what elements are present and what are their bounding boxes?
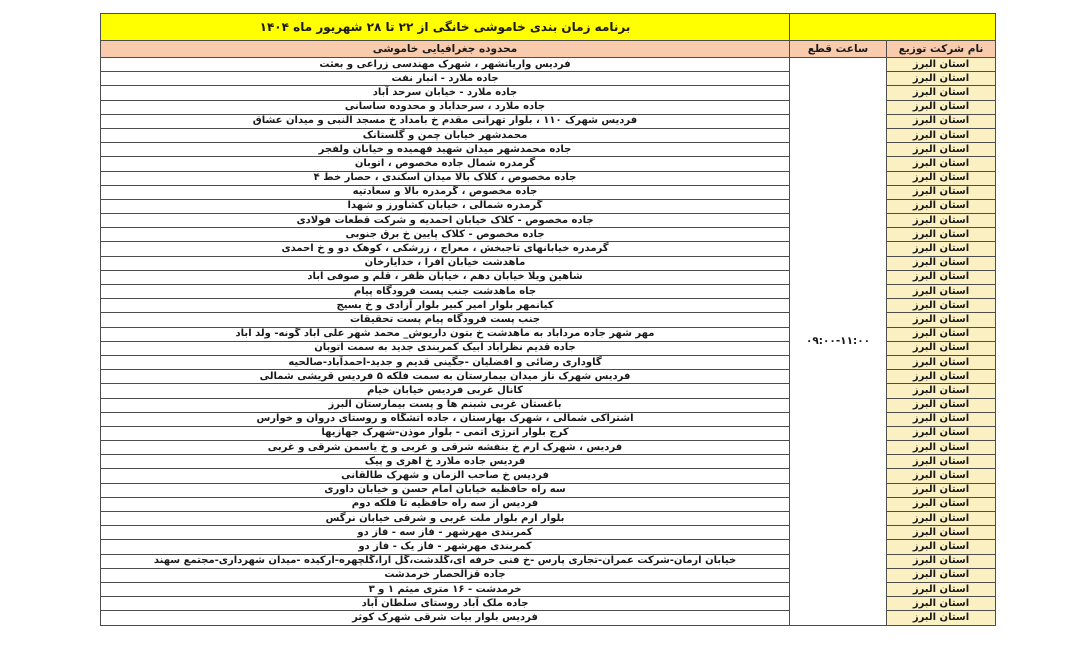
area-cell: جاده ملارد ، سرحدآباد و محدوده ساسانی xyxy=(101,101,789,114)
company-cell: استان البرز xyxy=(887,597,995,610)
company-cell: استان البرز xyxy=(887,370,995,383)
area-cell: جاده قزالحصار خرمدشت xyxy=(101,569,789,582)
power-outage-schedule-table xyxy=(100,13,996,626)
area-cell: جاده مخصوص ، گرمدره بالا و سعادتیه xyxy=(101,186,789,199)
company-cell: استان البرز xyxy=(887,172,995,185)
area-cell: جاده ملارد - انبار نفت xyxy=(101,72,789,85)
company-cell: استان البرز xyxy=(887,143,995,156)
company-cell: استان البرز xyxy=(887,526,995,539)
company-cell: استان البرز xyxy=(887,569,995,582)
area-cell: جاده ملک آباد روستای سلطان آباد xyxy=(101,597,789,610)
company-cell: استان البرز xyxy=(887,299,995,312)
company-cell: استان البرز xyxy=(887,356,995,369)
area-cell: محمدشهر خیابان چمن و گلستانک xyxy=(101,129,789,142)
company-cell: استان البرز xyxy=(887,58,995,71)
company-cell: استان البرز xyxy=(887,72,995,85)
company-cell: استان البرز xyxy=(887,328,995,341)
company-cell: استان البرز xyxy=(887,257,995,270)
area-cell: فردیس بلوار بیات شرقی شهرک کوثر xyxy=(101,611,789,624)
area-cell: بلوار ارم بلوار ملت غربی و شرقی خیابان نرگس xyxy=(101,512,789,525)
area-cell: کمربندی مهرشهر - فاز یک - فاز دو xyxy=(101,540,789,553)
area-cell: ماهدشت خیابان افرا ، خدایارخان xyxy=(101,257,789,270)
area-cell: کرج بلوار انرژی اتمی - بلوار موذن-شهرک جهازیها xyxy=(101,427,789,440)
company-cell: استان البرز xyxy=(887,86,995,99)
company-cell: استان البرز xyxy=(887,271,995,284)
area-cell: جاه ماهدشت جنب پست فرودگاه پیام xyxy=(101,285,789,298)
area-cell: فردیس ، شهرک ارم خ بنفشه شرقی و غربی و خ یاسمن شرقی و غربی xyxy=(101,441,789,454)
area-cell: جاده مخصوص ، کلاک بالا میدان اسکندی ، حصار خط ۴ xyxy=(101,172,789,185)
company-cell: استان البرز xyxy=(887,129,995,142)
area-cell: فردیس شهرک ۱۱۰ ، بلوار تهرانی مقدم خ بامداد خ مسجد النبی و میدان عشاق xyxy=(101,115,789,128)
area-cell: جنب پست فرودگاه پیام پست تحقیقات xyxy=(101,313,789,326)
company-cell: استان البرز xyxy=(887,611,995,624)
company-cell: استان البرز xyxy=(887,469,995,482)
area-cell: فردیس از سه راه حافظیه تا فلکه دوم xyxy=(101,498,789,511)
company-cell: استان البرز xyxy=(887,228,995,241)
area-cell: شاهین ویلا خیابان دهم ، خیابان ظفر ، قلم و صوفی آباد xyxy=(101,271,789,284)
company-cell: استان البرز xyxy=(887,115,995,128)
company-cell: استان البرز xyxy=(887,427,995,440)
area-cell: گرمدره خیابانهای تاجبخش ، معراج ، زرشکی ، کوهک دو و خ احمدی xyxy=(101,242,789,255)
area-cell: جاده ملارد - خیابان سرحد آباد xyxy=(101,86,789,99)
company-cell: استان البرز xyxy=(887,540,995,553)
area-cell: گرمدره شمالی ، خیابان کشاورز و شهدا xyxy=(101,200,789,213)
company-cell: استان البرز xyxy=(887,583,995,596)
area-cell: اشتراکی شمالی ، شهرک بهارستان ، جاده آتشگاه و روستای دروان و خوارس xyxy=(101,413,789,426)
table-title: برنامه زمان بندی خاموشی خانگی از ۲۲ تا ۲۸ شهریور ماه ۱۴۰۴ xyxy=(101,14,789,40)
area-cell: خیابان آرمان-شرکت عمران-تجاری پارس -خ فنی حرفه ای،گلدشت،گل آرا،گلچهره-ارکیده -میدان شهرداری-مجتمع سهند xyxy=(101,555,789,568)
company-cell: استان البرز xyxy=(887,441,995,454)
area-cell: جاده مخصوص - کلاک پایین خ برق جنوبی xyxy=(101,228,789,241)
company-cell: استان البرز xyxy=(887,498,995,511)
area-cell: باغستان غربی شبنم ها و پست بیمارستان البرز xyxy=(101,399,789,412)
company-cell: استان البرز xyxy=(887,285,995,298)
area-cell: کانال غربی فردیس خیابان خیام xyxy=(101,384,789,397)
company-cell: استان البرز xyxy=(887,512,995,525)
area-cell: فردیس واریانشهر ، شهرک مهندسی زراعی و بعثت xyxy=(101,58,789,71)
company-cell: استان البرز xyxy=(887,313,995,326)
area-cell: فردیس شهرک ناز میدان بیمارستان به سمت فلکه ۵ فردیس قریشی شمالی xyxy=(101,370,789,383)
area-cell: سه راه حافظیه خیابان امام حسن و خیابان داوری xyxy=(101,484,789,497)
area-cell: فردیس خ صاحب الزمان و شهرک طالقانی xyxy=(101,469,789,482)
company-cell: استان البرز xyxy=(887,242,995,255)
company-cell: استان البرز xyxy=(887,399,995,412)
area-cell: گاوداری رضائی و افضلیان -جگینی قدیم و جدید-احمدآباد-صالحیه xyxy=(101,356,789,369)
company-cell: استان البرز xyxy=(887,342,995,355)
area-cell: مهر شهر جاده مردآباد به ماهدشت خ بتون داریوش_ محمد شهر علی آباد گونه- ولد آباد xyxy=(101,328,789,341)
area-cell: فردیس جاده ملارد خ اهری و پیک xyxy=(101,455,789,468)
company-cell: استان البرز xyxy=(887,484,995,497)
company-cell: استان البرز xyxy=(887,214,995,227)
company-cell: استان البرز xyxy=(887,413,995,426)
area-cell: جاده مخصوص - کلاک خیابان احمدیه و شرکت قطعات فولادی xyxy=(101,214,789,227)
area-cell: کمربندی مهرشهر - فاز سه - فاز دو xyxy=(101,526,789,539)
company-cell: استان البرز xyxy=(887,555,995,568)
column-header-time: ساعت قطع xyxy=(790,41,886,57)
area-cell: کیانمهر بلوار امیر کبیر بلوار آزادی و خ بسیج xyxy=(101,299,789,312)
company-cell: استان البرز xyxy=(887,455,995,468)
outage-time-merged-cell: ۰۹:۰۰-۱۱:۰۰ xyxy=(790,58,886,625)
company-cell: استان البرز xyxy=(887,157,995,170)
area-cell: خرمدشت - ۱۶ متری میثم ۱ و ۳ xyxy=(101,583,789,596)
area-cell: جاده محمدشهر میدان شهید فهمیده و خیابان ولفجر xyxy=(101,143,789,156)
company-cell: استان البرز xyxy=(887,101,995,114)
company-cell: استان البرز xyxy=(887,200,995,213)
company-cell: استان البرز xyxy=(887,384,995,397)
column-header-area: محدوده جغرافیایی خاموشی xyxy=(101,41,789,57)
column-header-company: نام شرکت توزیع xyxy=(887,41,995,57)
area-cell: گرمدره شمال جاده مخصوص ، اتوبان xyxy=(101,157,789,170)
area-cell: جاده قدیم نظرآباد آبیک کمربندی جدید به سمت اتوبان xyxy=(101,342,789,355)
company-cell: استان البرز xyxy=(887,186,995,199)
title-row-empty-cell xyxy=(790,14,995,40)
